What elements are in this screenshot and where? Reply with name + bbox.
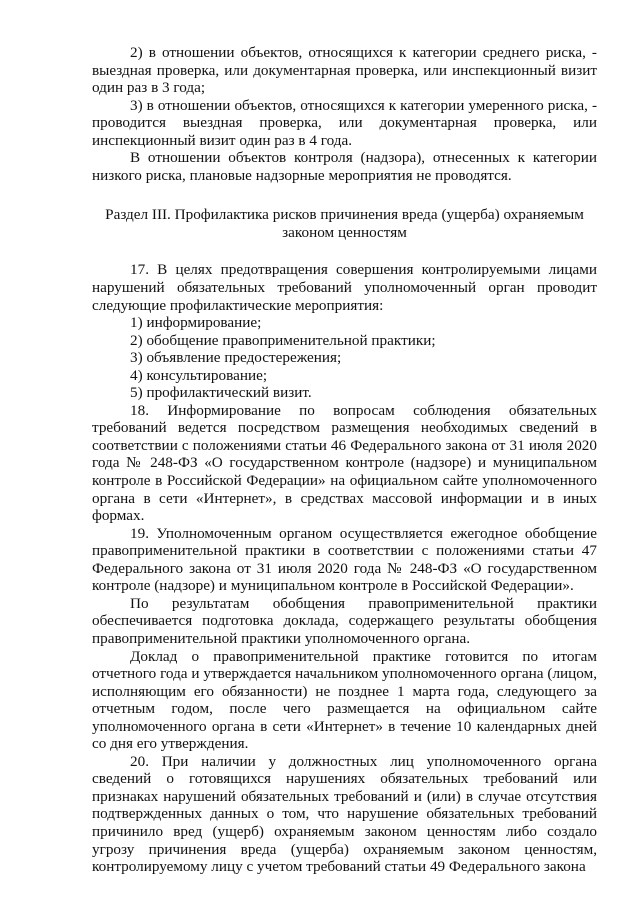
section-heading: Раздел III. Профилактика рисков причинения вреда (ущерба) охраняемым законом ценностям bbox=[105, 206, 584, 241]
paragraph-low-risk: В отношении объектов контроля (надзора), отнесенных к категории низкого риска, плановые надзорные мероприятия не проводятся. bbox=[92, 149, 597, 184]
document-body bbox=[92, 44, 597, 876]
paragraph-18: 18. Информирование по вопросам соблюдения обязательных требований ведется посредством размещения необходимых сведений в соответствии с положениями статьи 46 Федерального закона от 31 июля 2020 года № 248-ФЗ «О государственном контроле (надзоре) и муниципальном контроле в Российской Федерации» на официальном сайте уполномоченного органа в сети «Интернет», в средствах массовой информации и в иных формах. bbox=[92, 401, 597, 525]
list-item: 3) объявление предостережения; bbox=[130, 349, 342, 367]
list-item: 1) информирование; bbox=[130, 314, 262, 332]
list-item: 2) обобщение правоприменительной практики; bbox=[130, 331, 436, 349]
spacer bbox=[92, 241, 597, 261]
paragraph-19: 19. Уполномоченным органом осуществляется ежегодное обобщение правоприменительной практики в соответствии с положениями статьи 47 Федерального закона от 31 июля 2020 года № 248-ФЗ «О государственном контроле (надзоре) и муниципальном контроле в Российской Федерации». bbox=[92, 524, 597, 595]
paragraph-20: 20. При наличии у должностных лиц уполномоченного органа сведений о готовящихся нарушениях обязательных требований или признаках нарушений обязательных требований и (или) в случае отсутствия подтвержденных данных о том, что нарушение обязательных требований причинило вред (ущерб) охраняемым законом ценностям либо создало угрозу причинения вреда (ущерба) охраняемым законом ценностям, контролируемому лицу с учетом требований статьи 49 Федерального закона bbox=[92, 752, 597, 876]
paragraph-19-report: Доклад о правоприменительной практике готовится по итогам отчетного года и утверждается начальником уполномоченного органа (лицом, исполняющим его обязанности) не позднее 1 марта года, следующего за отчетным годом, после чего размещается на официальном сайте уполномоченного органа в сети «Интернет» в течение 10 календарных дней со дня его утверждения. bbox=[92, 647, 597, 753]
paragraph-17: 17. В целях предотвращения совершения контролируемыми лицами нарушений обязательных требований уполномоченный орган проводит следующие профилактические мероприятия: bbox=[92, 261, 597, 314]
paragraph-19-results: По результатам обобщения правоприменительной практики обеспечивается подготовка доклада, содержащего результаты обобщения правоприменительной практики уполномоченного органа. bbox=[92, 594, 597, 647]
paragraph-medium-risk: 2) в отношении объектов, относящихся к категории среднего риска, - выездная проверка, или документарная проверка, или инспекционный визит один раз в 3 года; bbox=[92, 44, 597, 97]
spacer bbox=[92, 184, 597, 206]
list-item: 5) профилактический визит. bbox=[130, 384, 312, 402]
list-item: 4) консультирование; bbox=[130, 366, 268, 384]
paragraph-moderate-risk: 3) в отношении объектов, относящихся к категории умеренного риска, - проводится выездная проверка, или документарная проверка, или инспекционный визит один раз в 4 года. bbox=[92, 96, 597, 149]
